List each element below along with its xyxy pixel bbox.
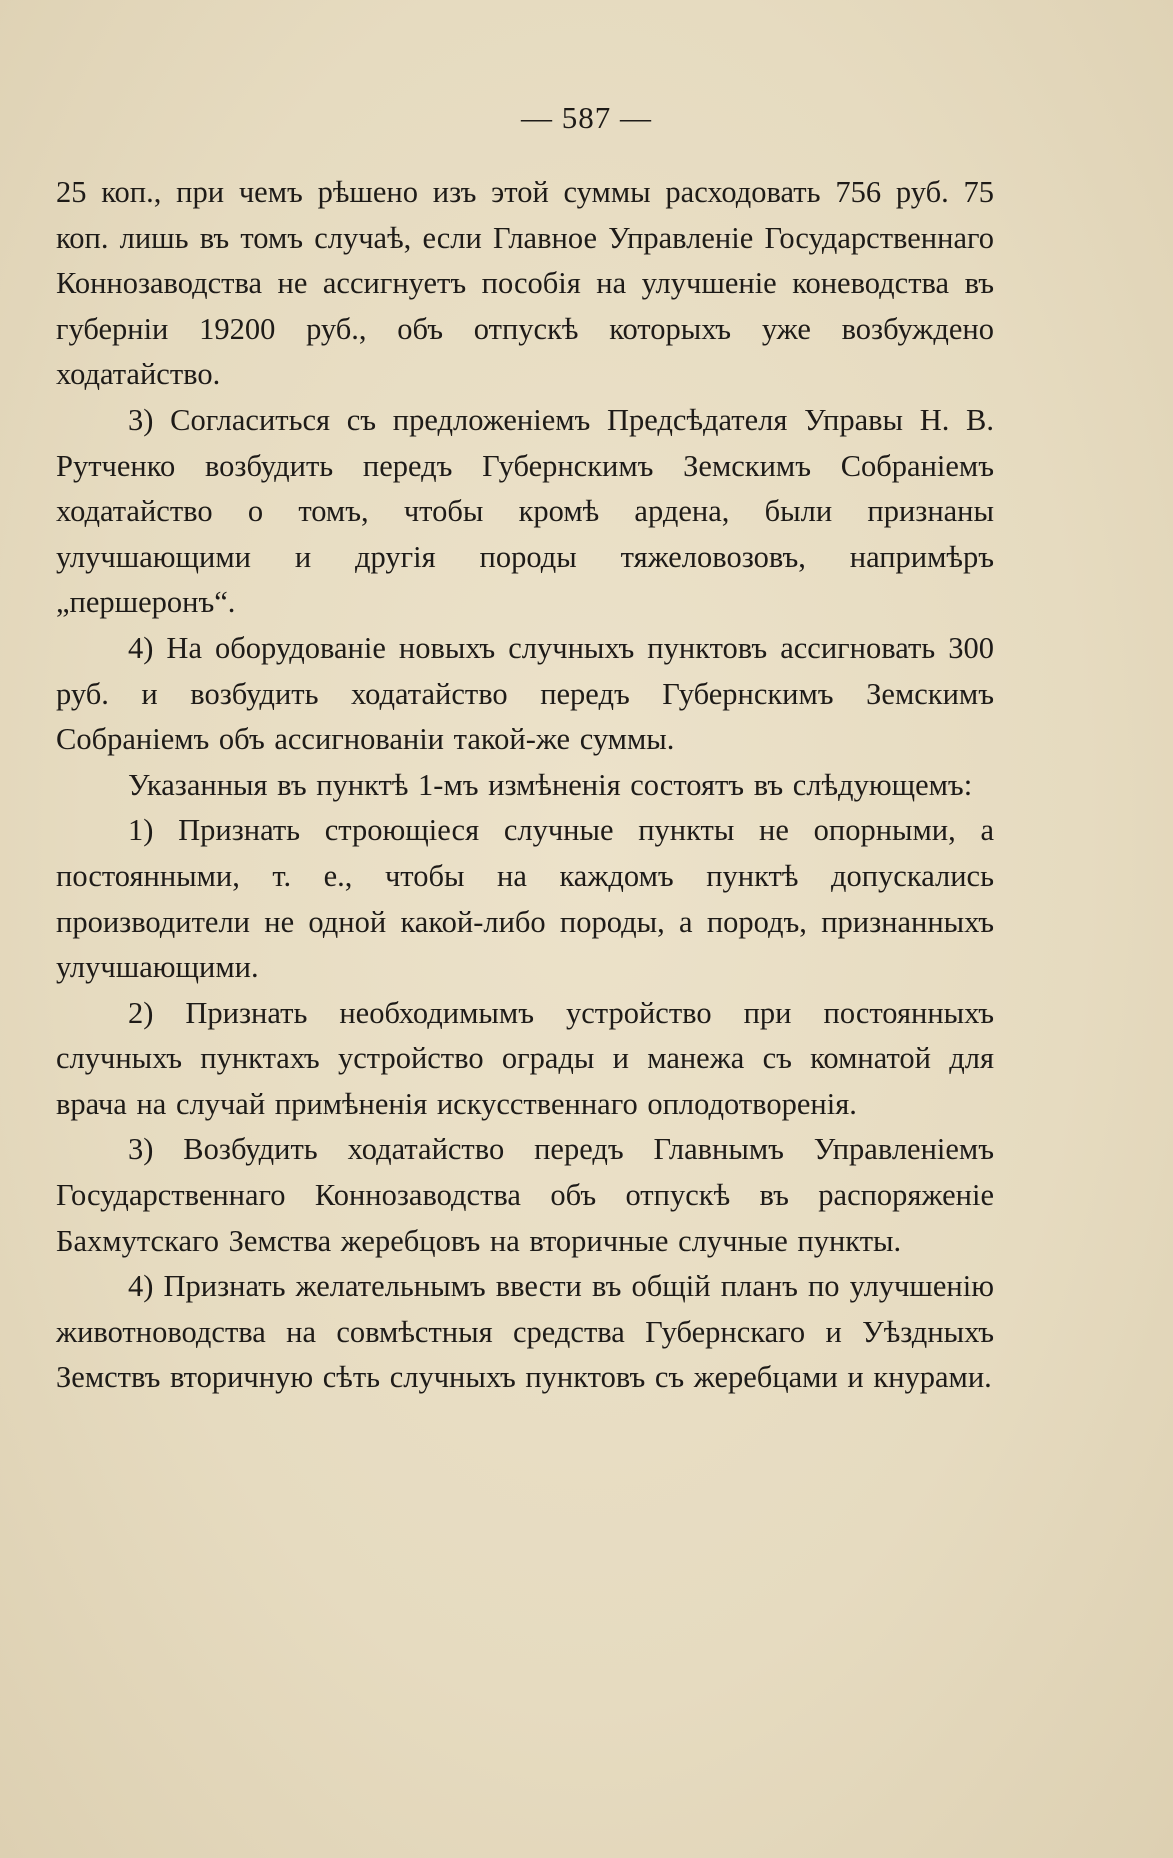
body-text	[56, 170, 994, 1401]
paragraph-change-4: 4) Признать желательнымъ ввести въ общій планъ по улучшенію животноводства на совмѣстныя средства Губернскаго и Уѣздныхъ Земствъ вторичную сѣть случныхъ пунктовъ съ жеребцами и кнурами.	[56, 1269, 994, 1395]
paragraph-change-3: 3) Возбудить ходатайство передъ Главнымъ Управленіемъ Государственнаго Коннозаводства объ отпускѣ въ распоряженіе Бахмутскаго Земства жеребцовъ на вторичные случные пункты.	[56, 1132, 994, 1258]
paragraph-change-2: 2) Признать необходимымъ устройство при постоянныхъ случныхъ пунктахъ устройство ограды и манежа съ комнатой для врача на случай примѣненія искусственнаго оплодотворенія.	[56, 995, 994, 1121]
page-number: — 587 —	[521, 100, 652, 135]
paragraph-item-4: 4) На оборудованіе новыхъ случныхъ пунктовъ ассигновать 300 руб. и возбудить ходатайство передъ Губернскимъ Земскимъ Собраніемъ объ ассигнованіи такой-же суммы.	[56, 630, 994, 757]
paragraph-changes-intro: Указанныя въ пунктѣ 1-мъ измѣненія состоятъ въ слѣдующемъ:	[128, 767, 973, 802]
paragraph-item-3: 3) Согласиться съ предложеніемъ Предсѣдателя Управы Н. В. Рутченко возбудить передъ Губернскимъ Земскимъ Собраніемъ ходатайство о томъ, чтобы кромѣ ардена, были признаны улучшающими и другія породы тяжеловозовъ, напримѣръ „першеронъ“.	[56, 402, 994, 620]
paragraph-continuation: 25 коп., при чемъ рѣшено изъ этой суммы расходовать 756 руб. 75 коп. лишь въ томъ случаѣ, если Главное Управленіе Государственнаго Коннозаводства не ассигнуетъ пособія на улучшеніе коневодства въ губерніи 19200 руб., объ отпускѣ которыхъ уже возбуждено ходатайство.	[56, 175, 994, 392]
paragraph-change-1: 1) Признать строющіеся случные пункты не опорными, а постоянными, т. е., чтобы на каждомъ пунктѣ допускались производители не одной какой-либо породы, а породъ, признанныхъ улучшающими.	[56, 813, 994, 985]
